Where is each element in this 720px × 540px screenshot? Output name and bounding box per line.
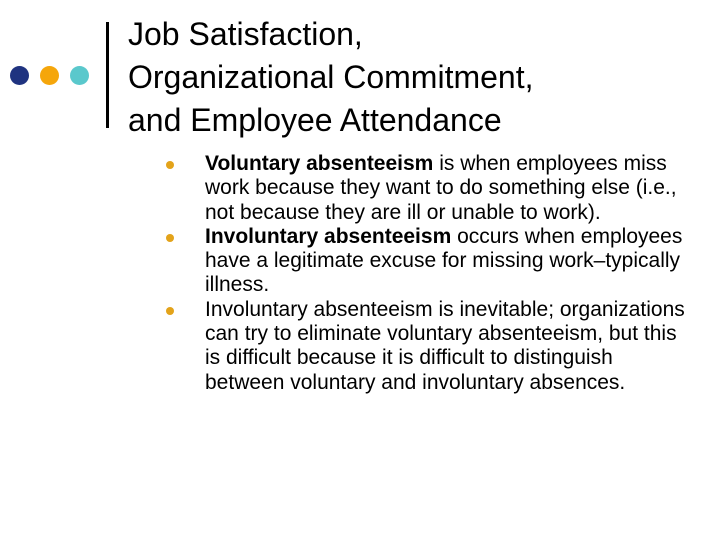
bullet-text: is when employees miss work because they want to do something else (i.e., not because they are ill or unable to work). <box>205 152 677 224</box>
teal-dot-icon <box>70 66 89 85</box>
bullet-bold-term: Involuntary absenteeism <box>205 224 452 248</box>
title-line-2: Organizational Commitment, <box>128 59 534 95</box>
orange-dot-icon <box>40 66 59 85</box>
title-divider <box>106 22 109 128</box>
bullet-bold-term: Voluntary absenteeism <box>205 152 434 175</box>
bullet-text: Involuntary absenteeism is inevitable; organizations can try to eliminate voluntary absenteeism, but this is difficult because it is difficult to distinguish between voluntary and involuntary absences. <box>205 297 685 394</box>
bullet-item <box>166 152 686 225</box>
title-line-1: Job Satisfaction, <box>128 16 363 52</box>
bullet-list <box>166 152 686 395</box>
bullet-icon <box>166 307 174 315</box>
slide-title <box>128 13 533 142</box>
navy-dot-icon <box>10 66 29 85</box>
bullet-icon <box>166 234 174 242</box>
bullet-item <box>166 298 686 395</box>
bullet-item <box>166 225 686 298</box>
bullet-icon <box>166 161 174 169</box>
title-line-3: and Employee Attendance <box>128 102 502 138</box>
bullet-text: occurs when employees have a legitimate excuse for missing work–typically illness. <box>205 224 683 297</box>
